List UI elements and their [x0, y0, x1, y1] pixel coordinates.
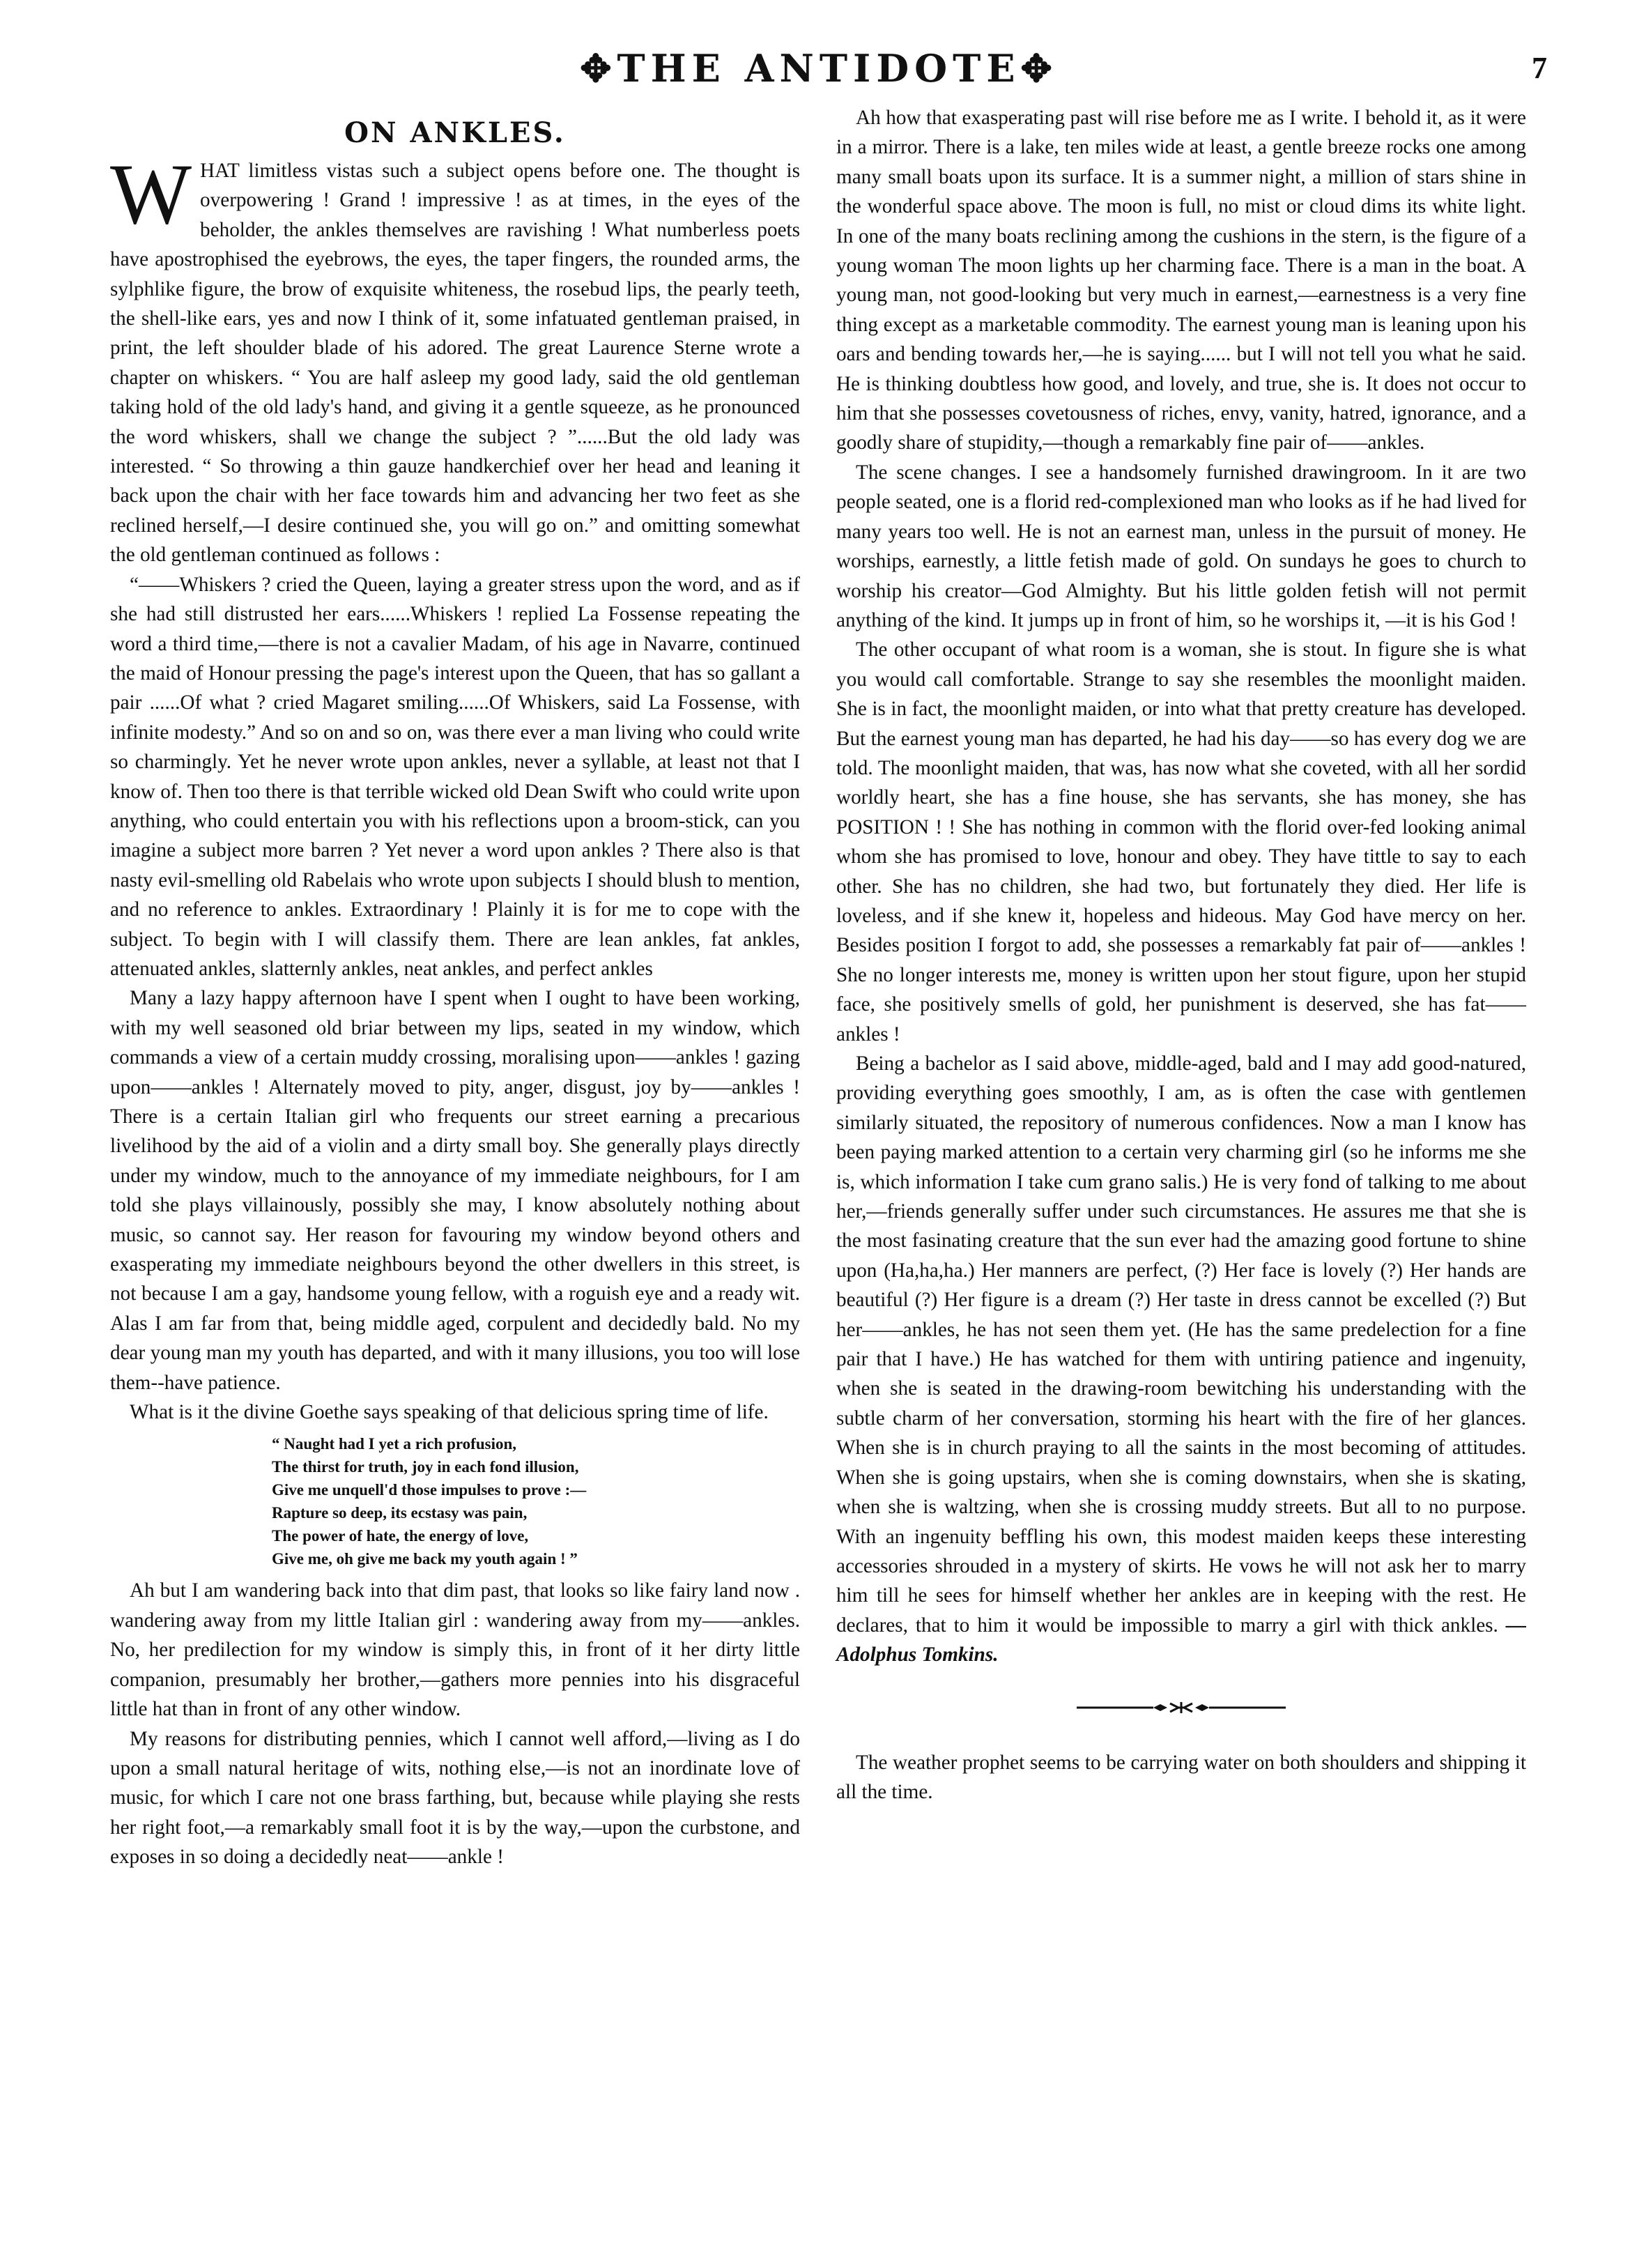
paragraph-text: Being a bachelor as I said above, middle-aged, bald and I may add good-natured, providing everything goes smoothly, I am, as is often the case with gentlemen similarly situated, the repository of numerous confidences. Now a man I know has been paying marked attention to a certain very charming girl (so he informs me she is, which information I take cum grano salis.) He is very fond of talking to me about her,—friends generally suffer under such circumstances. He assures me that she is the most fasinating creature that the sun ever had the amazing good fortune to shine upon (Ha,ha,ha.) Her manners are perfect, (?) Her face is lovely (?) Her hands are beautiful (?) Her figure is a dream (?) Her taste in dress cannot be excelled (?) But her——ankles, he has not seen them yet. (He has the same predelection for a fine pair that I have.) He has watched for them with untiring patience and ingenuity, when she is seated in the drawing-room bewitching his understanding with the subtle charm of her conversation, storming his heart with the fire of her glances. When she is in church praying to all the saints in the most becoming of attitudes. When she is going upstairs, when she is coming downstairs, when she is skating, when she is waltzing, when she is crossing muddy streets. But all to no purpose. With an ingenuity beffling his own, this modest maiden keeps these interesting accessories shrouded in a mystery of skirts. He vows he will not ask her to marry him till he sees for himself whether her ankles are in keeping with the rest. He declares, that to him it would be impossible to marry a girl with thick ankles. [836, 1052, 1526, 1637]
article-paragraph: “——Whiskers ? cried the Queen, laying a greater stress upon the word, and as if she had still distrusted her ears......Whiskers ! replied La Fossense repeating the word a third time,—there is not a cavalier Madam, of his age in Navarre, continued the maid of Honour pressing the page's interest upon the Queen, that has so gallant a pair ......Of what ? cried Magaret smiling......Of Whiskers, said La Fossense, with infinite modesty.” And so on and so on, was there ever a man living who could write so charmingly. Yet he never wrote upon ankles, never a syllable, at least not that I know of. Then too there is that terrible wicked old Dean Swift who could write upon anything, who could entertain you with his reflections upon a broom-stick, can you imagine a subject more barren ? Yet never a word upon ankles ? There also is that nasty evil-smelling old Rabelais who wrote upon subjects I should blush to mention, and no reference to ankles. Extraordinary ! Plainly it is for me to cope with the subject. To begin with I will classify them. There are lean ankles, fat ankles, attenuated ankles, slatternly ankles, neat ankles, and perfect ankles [110, 573, 800, 980]
publication-title: THE ANTIDOTE [617, 46, 1021, 91]
page-number: 7 [1532, 51, 1547, 85]
masthead-title [84, 40, 1554, 96]
poem-quotation [272, 1432, 800, 1570]
article-paragraph [110, 146, 800, 570]
poem-line: The thirst for truth, joy in each fond illusion, [272, 1458, 579, 1476]
poem-line: Rapture so deep, its ecstasy was pain, [272, 1504, 528, 1522]
fleuron-right-icon: ✥ [1020, 46, 1058, 91]
article-title: ON ANKLES. [344, 116, 566, 149]
poem-line: The power of hate, the energy of love, [272, 1527, 529, 1545]
article-paragraph: What is it the divine Goethe says speaking of that delicious spring time of life. [130, 1401, 769, 1424]
author-signature: —Adolphus Tomkins. [836, 1614, 1526, 1666]
poem-line: Give me, oh give me back my youth again ! ” [272, 1550, 578, 1568]
column-right [836, 103, 1526, 1807]
article-paragraph: My reasons for distributing pennies, which I cannot well afford,—living as I do upon a small natural heritage of wits, nothing else,—is not an inordinate love of music, for which I care not one brass farthing, but, because while playing she rests her right foot,—a remarkably small foot it is by the way,—upon the curbstone, and exposes in so doing a decidedly neat——ankle ! [110, 1727, 800, 1869]
article-paragraph: The other occupant of what room is a woman, she is stout. In figure she is what you would call comfortable. Strange to say she resembles the moonlight maiden. She is in fact, the moonlight maiden, or into what that pretty creature has developed. But the earnest young man has departed, he had his day——so has every dog we are told. The moonlight maiden, that was, has now what she coveted, with all her sordid worldly heart, she has a fine house, she has servants, she has money, she has POSITION ! ! She has nothing in common with the florid over-fed looking animal whom she has promised to love, honour and obey. They have tittle to say to each other. She has no children, she had two, but fortunately they died. Her life is loveless, and if she knew it, hopeless and hideous. May God have mercy on her. Besides position I forgot to add, she possesses a remarkably fat pair of——ankles ! She no longer interests me, money is written upon her stout figure, upon her stupid face, she positively smells of gold, her punishment is deserved, she has fat——ankles ! [836, 638, 1526, 1045]
masthead [84, 40, 1554, 96]
paragraph-text: HAT limitless vistas such a subject opens before one. The thought is overpowering ! Grand ! impressive ! as at times, in the eyes of the beholder, the ankles themselves are ravishing ! What numberless poets have apostrophised the eyebrows, the eyes, the taper fingers, the rounded arms, the sylphlike figure, the brow of exquisite whiteness, the rosebud lips, the pearly teeth, the shell-like ears, yes and now I think of it, some infatuated gentleman praised, in print, the left shoulder blade of his adored. The great Laurence Sterne wrote a chapter on whiskers. “ You are half asleep my good lady, said the old gentleman taking hold of the old lady's hand, and giving it a gentle squeeze, as he pronounced the word whiskers, shall we change the subject ? ”......But the old lady was interested. “ So throwing a thin gauze handkerchief over her head and leaning it back upon the chair with her face towards him and advancing her two feet as she reclined herself,—I desire continued she, you will go on.” and omitting somewhat the old gentleman continued as follows : [110, 160, 800, 567]
article-paragraph: The scene changes. I see a handsomely furnished drawingroom. In it are two people seated, one is a florid red-complexioned man who looks as if he had lived for many years too well. He is not an earnest man, unless in the pursuit of money. He worships, earnestly, a little fetish made of gold. On sundays he goes to church to worship his creator—God Almighty. But his little golden fetish will not permit anything of the kind. It jumps up in front of him, so he worships it, —it is his God ! [836, 461, 1526, 631]
article-paragraph: Many a lazy happy afternoon have I spent when I ought to have been working, with my well seasoned old briar between my lips, seated in my window, which commands a view of a certain muddy crossing, moralising upon——ankles ! gazing upon——ankles ! Alternately moved to pity, anger, disgust, joy by——ankles ! There is a certain Italian girl who frequents our street earning a precarious livelihood by the aid of a violin and a dirty small boy. She generally plays directly under my window, much to the annoyance of my immediate neighbours, for I am told she plays villainously, possibly she may, I know absolutely nothing about music, so cannot say. Her reason for favouring my window beyond others and exasperating my immediate neighbours beyond the other dwellers in this street, is not because I am a gay, handsome young fellow, with a roguish eye and a ready wit. Alas I am far from that, being middle aged, corpulent and decidedly bald. No my dear young man my youth has departed, and with it many illusions, you too will lose them--have patience. [110, 987, 800, 1394]
poem-line: “ Naught had I yet a rich profusion, [272, 1435, 517, 1453]
fleuron-left-icon: ✥ [580, 46, 617, 91]
poem-line: Give me unquell'd those impulses to prove :— [272, 1481, 587, 1499]
section-divider-ornament [836, 1694, 1526, 1723]
drop-cap: W [110, 146, 192, 242]
article-paragraph [836, 1049, 1526, 1670]
article-paragraph: Ah but I am wandering back into that dim past, that looks so like fairy land now . wandering away from my little Italian girl : wandering away from my——ankles. No, her predilection for my window is simply this, in front of it her dirty little companion, presumably her brother,—gathers more pennies into his disgraceful little hat than in front of any other window. [110, 1579, 800, 1721]
article-paragraph: Ah how that exasperating past will rise before me as I write. I behold it, as it were in a mirror. There is a lake, ten miles wide at least, a gentle breeze rocks one among many small boats upon its surface. It is a summer night, a million of stars shine in the wonderful space above. The moon is full, no mist or cloud dims its white light. In one of the many boats reclining among the cushions in the stern, is the figure of a young woman The moon lights up her charming face. There is a man in the boat. A young man, not good-looking but very much in earnest,—earnestness is a very fine thing except as a marketable commodity. The earnest young man is leaning upon his oars and bending towards her,—he is saying...... but I will not tell you what he said. He is thinking doubtless how good, and lovely, and true, she is. It does not occur to him that she possesses covetousness of riches, envy, vanity, hatred, ignorance, and a goodly share of stupidity,—though a remarkably fine pair of——ankles. [836, 107, 1526, 454]
divider-ornament-icon [1077, 1701, 1286, 1715]
filler-paragraph: The weather prophet seems to be carrying water on both shoulders and shipping it all the time. [836, 1751, 1526, 1804]
column-left [110, 112, 800, 1872]
